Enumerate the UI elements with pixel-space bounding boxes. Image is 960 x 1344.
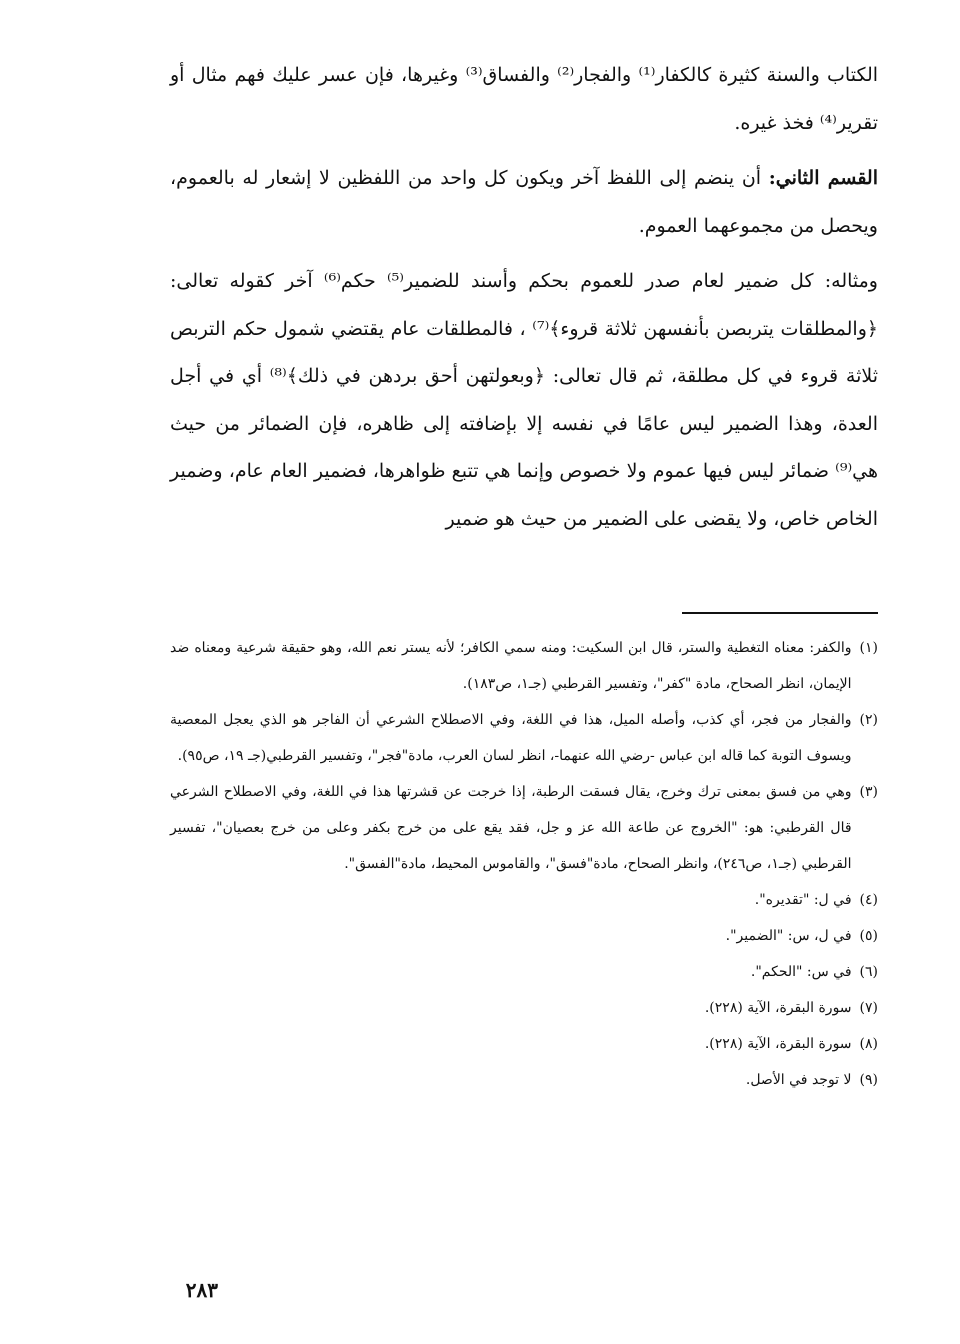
footnote-text: في ل: "تقديره". xyxy=(754,892,852,908)
footnote-text: لا توجد في الأصل. xyxy=(745,1072,852,1088)
footnote xyxy=(170,774,878,882)
footnote xyxy=(170,702,878,774)
main-text xyxy=(170,52,878,551)
paragraph-2 xyxy=(170,155,878,250)
footnote-number: (٧) xyxy=(859,1000,878,1016)
footnote-text: والفجار من فجر، أي كذب، وأصله الميل، هذا في اللغة، وفي الاصطلاح الشرعي أن الفاجر هو الذي يعجل المعصية ويسوف التوبة كما قاله ابن عباس -رضي الله عنهما-، انظر لسان العرب، مادة"فجر"، وتفسير القرطبي(جـ ١٩، ص٩٥). xyxy=(170,712,852,764)
footnote-number: (٦) xyxy=(859,964,878,980)
footnote-number: (٣) xyxy=(859,784,878,800)
footnote-number: (٤) xyxy=(859,892,878,908)
footnote-divider xyxy=(682,612,878,614)
footnote-text: وهي من فسق بمعنى ترك وخرج، يقال فسقت الرطبة، إذا خرجت عن قشرتها هذا في اللغة، وفي الاصطلاح الشرعي قال القرطبي: هو: "الخروج عن طاعة الله عز و جل، فقد يقع على من خرج بكفر وعلى من خرج بعصيان"، تفسير القرطبي (جـ١، ص٢٤٦)، وانظر الصحاح، مادة"فسق"، والقاموس المحيط، مادة"الفسق". xyxy=(170,784,852,872)
footnote-text: سورة البقرة، الآية (٢٢٨). xyxy=(704,1036,852,1052)
page-number: ٢٨٣ xyxy=(185,1278,218,1302)
footnote-number: (٥) xyxy=(859,928,878,944)
footnote-text: والكفر: معناه التغطية والستر، قال ابن السكيت: ومنه سمي الكافر؛ لأنه يستر نعم الله، وهو حقيقة شرعية ومعناه ضد الإيمان، انظر الصحاح، مادة "كفر"، وتفسير القرطبي (جـ١، ص١٨٣). xyxy=(170,640,852,692)
footnote-number: (٨) xyxy=(859,1036,878,1052)
paragraph-2-text: أن ينضم إلى اللفظ آخر ويكون كل واحد من اللفظين لا إشعار له بالعموم، ويحصل من مجموعهما العموم. xyxy=(170,167,878,237)
footnote xyxy=(170,954,878,990)
footnote xyxy=(170,990,878,1026)
paragraph-1: الكتاب والسنة كثيرة كالكفار⁽¹⁾ والفجار⁽²⁾ والفساق⁽³⁾ وغيرها، فإن عسر عليك فهم مثال أو تقرير⁽⁴⁾ فخذ غيره. xyxy=(170,64,879,134)
footnote-number: (٩) xyxy=(859,1072,878,1088)
footnote-number: (٢) xyxy=(859,712,878,728)
footnote xyxy=(170,882,878,918)
footnotes xyxy=(170,630,878,1098)
footnote xyxy=(170,918,878,954)
section-heading: القسم الثاني: xyxy=(768,167,878,189)
footnote xyxy=(170,1062,878,1098)
paragraph-3: ومثاله: كل ضمير لعام صدر للعموم بحكم وأسند للضمير⁽⁵⁾ حكم⁽⁶⁾ آخر كقوله تعالى: ﴿والمطلقات يتربصن بأنفسهن ثلاثة قروء﴾⁽⁷⁾ ، فالمطلقات عام يقتضي شمول حكم التربص ثلاثة قروء في كل مطلقة، ثم قال تعالى: ﴿وبعولتهن أحق بردهن في ذلك﴾⁽⁸⁾ أي في أجل العدة، وهذا الضمير ليس عامًا في نفسه إلا بإضافته إلى ظاهره، فإن الضمائر من حيث هي⁽⁹⁾ ضمائر ليس فيها عموم ولا خصوص وإنما هي تتبع ظواهرها، فضمير العام عام، وضمير الخاص خاص، ولا يقضى على الضمير من حيث هو ضمير xyxy=(170,270,879,530)
footnote-text: سورة البقرة، الآية (٢٢٨). xyxy=(704,1000,852,1016)
footnote xyxy=(170,1026,878,1062)
footnote-text: في ل، س: "الضمير". xyxy=(725,928,852,944)
footnote-text: في س: "الحكم". xyxy=(750,964,852,980)
footnote xyxy=(170,630,878,702)
footnote-number: (١) xyxy=(859,640,878,656)
